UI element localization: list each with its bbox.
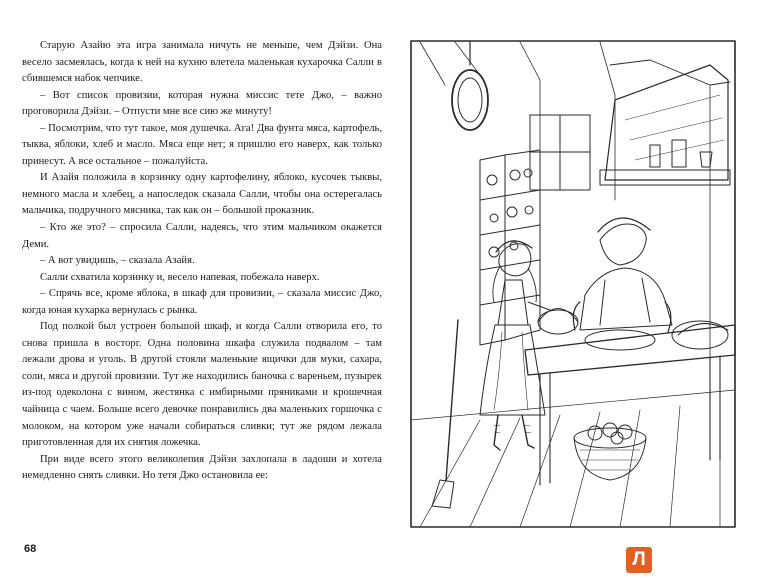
- paragraph: – Кто же это? – спросила Салли, надеясь, что этим мальчиком окажется Деми.: [22, 222, 382, 250]
- paragraph: – Вот список провизии, которая нужна миссис тете Джо, – важно проговорила Дэйзи. – Отпусти мне все сию же минуту!: [22, 89, 382, 118]
- publisher-logo: Л: [626, 547, 652, 573]
- paragraph: Старую Азайю эта игра занимала ничуть не меньше, чем Дэйзи. Она весело засмеялась, когда к ней на кухню влетела маленькая кухарочка Салли в сбившемся набок чепчике.: [22, 40, 382, 85]
- cook-woman: [573, 218, 672, 332]
- floor: [411, 390, 735, 527]
- paragraph: Под полкой был устроен большой шкаф, и когда Салли отворила его, то снова пришла в восторг. Одна половина шкафа служила подвалом – там лежали дрова и уголь. В другой стояли маленькие ящички для муки, сахара, соли, мяса и другой провизии. Тут же находились баночка с вареньем, пузырек из-под одеколона с вином, жестянка с имбирными пряниками и крошечная чайница с чаем. Больше всего девочке понравились два маленьких горшочка с молоком, на котором уже начали собираться сливки; тут же рядом лежала приготовленная для их снятия ложечка.: [22, 321, 382, 449]
- illustration-frame: [411, 41, 735, 527]
- kitchen-table: [525, 321, 735, 485]
- paragraph: – А вот увидишь, – сказала Азайя.: [40, 255, 195, 267]
- page-number: 68: [24, 543, 37, 555]
- paragraph: – Спрячь все, кроме яблока, в шкаф для провизии, – сказала миссис Джо, когда юная кухарка вернулась с рынка.: [22, 288, 382, 316]
- paragraph: Салли схватила корзинку и, весело напевая, побежала наверх.: [40, 271, 320, 283]
- stove-hood: [600, 65, 730, 185]
- hanging-pan: [452, 42, 488, 130]
- paragraph: И Азайя положила в корзинку одну картофелину, яблоко, кусочек тыквы, немного масла и хлебец, а напоследок сказала Салли, чтобы она остерегалась мальчика, подручного мясника, так как он – большой проказник.: [22, 172, 382, 217]
- paragraph: При виде всего этого великолепия Дэйзи захлопала в ладоши и хотела немедленно снять сливки. Но тетя Джо остановила ее:: [22, 453, 382, 482]
- paragraph: – Посмотрим, что тут такое, моя душечка. Ага! Два фунта мяса, картофель, тыква, яблоки, хлеб и масло. Мяса еще нет; я пришлю его наверх, как только принесут. А все остальное – пожалуйста.: [22, 122, 382, 167]
- text-page: [22, 38, 382, 485]
- window: [530, 115, 590, 190]
- kitchen-illustration: [410, 40, 736, 528]
